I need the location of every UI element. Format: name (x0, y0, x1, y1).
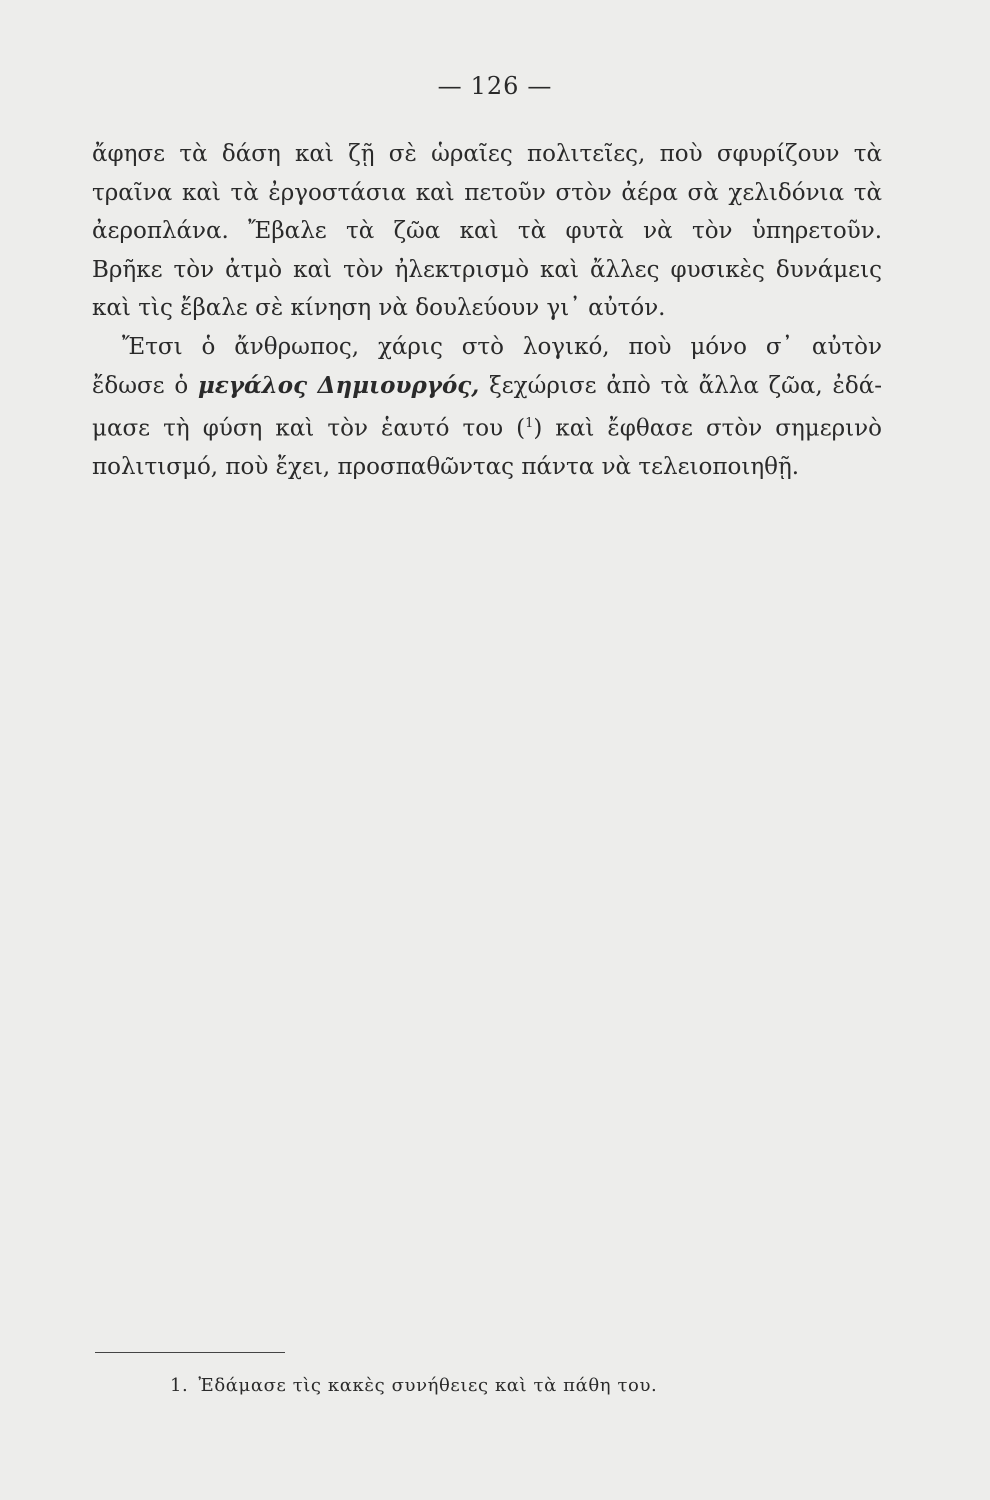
text-segment: ξεχώρισε ἀπὸ τὰ ἄλλα ζῶα, ἐδά- (479, 372, 882, 399)
page-number-value: 126 (470, 72, 520, 100)
text-line: ἄφησε τὰ δάση καὶ ζῇ σὲ ὡραῖες πολιτεῖες, ποὺ σφυρίζουν τὰ (92, 141, 882, 167)
footnote-divider (95, 1352, 285, 1353)
footnote-text: Ἐδάμασε τὶς κακὲς συνήθειες καὶ τὰ πάθη του. (198, 1375, 658, 1396)
text-segment: ἔδωσε ὁ (92, 372, 198, 399)
footnote-number: 1. (170, 1375, 189, 1396)
page-number-dash-left: — (437, 72, 463, 100)
emphasized-text: μεγάλος Δημιουργός, (197, 371, 480, 399)
text-line: τραῖνα καὶ τὰ ἐργοστάσια καὶ πετοῦν στὸν ἀέρα σὰ χελιδόνια τὰ (92, 179, 882, 206)
text-line: πολιτισμό, ποὺ ἔχει, προσπαθῶντας πάντα νὰ τελειοποιηθῇ. (92, 454, 800, 481)
text-segment: μασε τὴ φύση καὶ τὸν ἑαυτό του ( (92, 415, 526, 442)
text-segment: ) καὶ ἔφθασε στὸν σημερινὸ (533, 415, 882, 442)
text-line: καὶ τὶς ἔβαλε σὲ κίνηση νὰ δουλεύουν γι᾽ αὐτόν. (92, 295, 666, 322)
page-number-dash-right: — (527, 72, 553, 100)
paragraph-1 (92, 135, 882, 328)
paragraph-2 (92, 328, 882, 487)
footnote (170, 1375, 657, 1396)
text-line: Ἔτσι ὁ ἄνθρωπος, χάρις στὸ λογικό, ποὺ μόνο σ᾽ αὐτὸν (122, 333, 882, 360)
footnote-reference: 1 (525, 416, 534, 432)
text-line (92, 405, 882, 448)
page-number (0, 72, 990, 100)
text-line: ἀεροπλάνα. Ἔβαλε τὰ ζῶα καὶ τὰ φυτὰ νὰ τὸν ὑπηρετοῦν. (92, 218, 882, 245)
text-line (92, 367, 882, 406)
body-text (92, 135, 882, 487)
text-line: Βρῆκε τὸν ἀτμὸ καὶ τὸν ἠλεκτρισμὸ καὶ ἄλλες φυσικὲς δυνάμεις (92, 256, 882, 283)
